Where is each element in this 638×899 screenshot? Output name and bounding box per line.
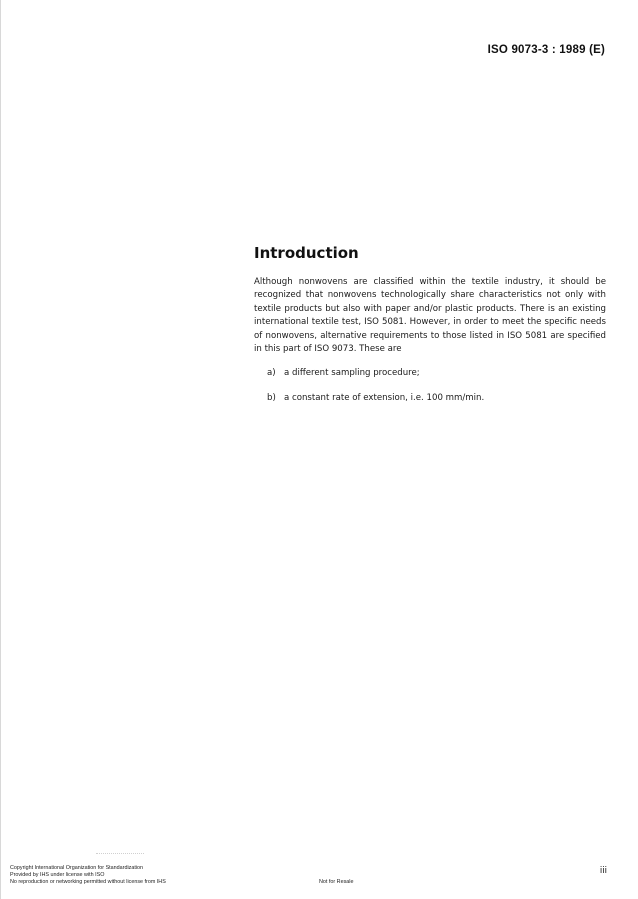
section-title: Introduction: [254, 244, 359, 262]
page-number: iii: [599, 866, 607, 876]
list-marker: b): [267, 393, 276, 404]
intro-paragraph: Although nonwovens are classified within the textile industry, it should be recognized that nonwovens technologically share characteristics not only with textile products but also with paper and/or plastic products. There is an existing international textile test, ISO 5081. However, in order to meet the specific needs of nonwovens, alternative requirements to those listed in ISO 5081 are specified in this part of ISO 9073. These are: [254, 277, 606, 355]
footer-provided: Provided by IHS under license with ISO: [10, 872, 105, 878]
list-item-text: a different sampling procedure;: [284, 368, 420, 379]
footer-resale: Not for Resale: [319, 879, 354, 885]
faint-stamp-mark: [96, 853, 144, 857]
footer-restriction: No reproduction or networking permitted without license from IHS: [10, 879, 166, 885]
requirements-list: [254, 367, 606, 405]
footer-copyright: Copyright International Organization for Standardization: [10, 865, 144, 871]
footer-license: [10, 865, 166, 886]
list-item-text: a constant rate of extension, i.e. 100 mm/min.: [284, 393, 485, 404]
page-edge: [0, 0, 1, 899]
list-item: [254, 392, 606, 405]
list-marker: a): [267, 368, 276, 379]
list-item: [254, 367, 606, 380]
introduction-section: [254, 244, 606, 417]
standard-reference: ISO 9073-3 : 1989 (E): [487, 44, 605, 56]
